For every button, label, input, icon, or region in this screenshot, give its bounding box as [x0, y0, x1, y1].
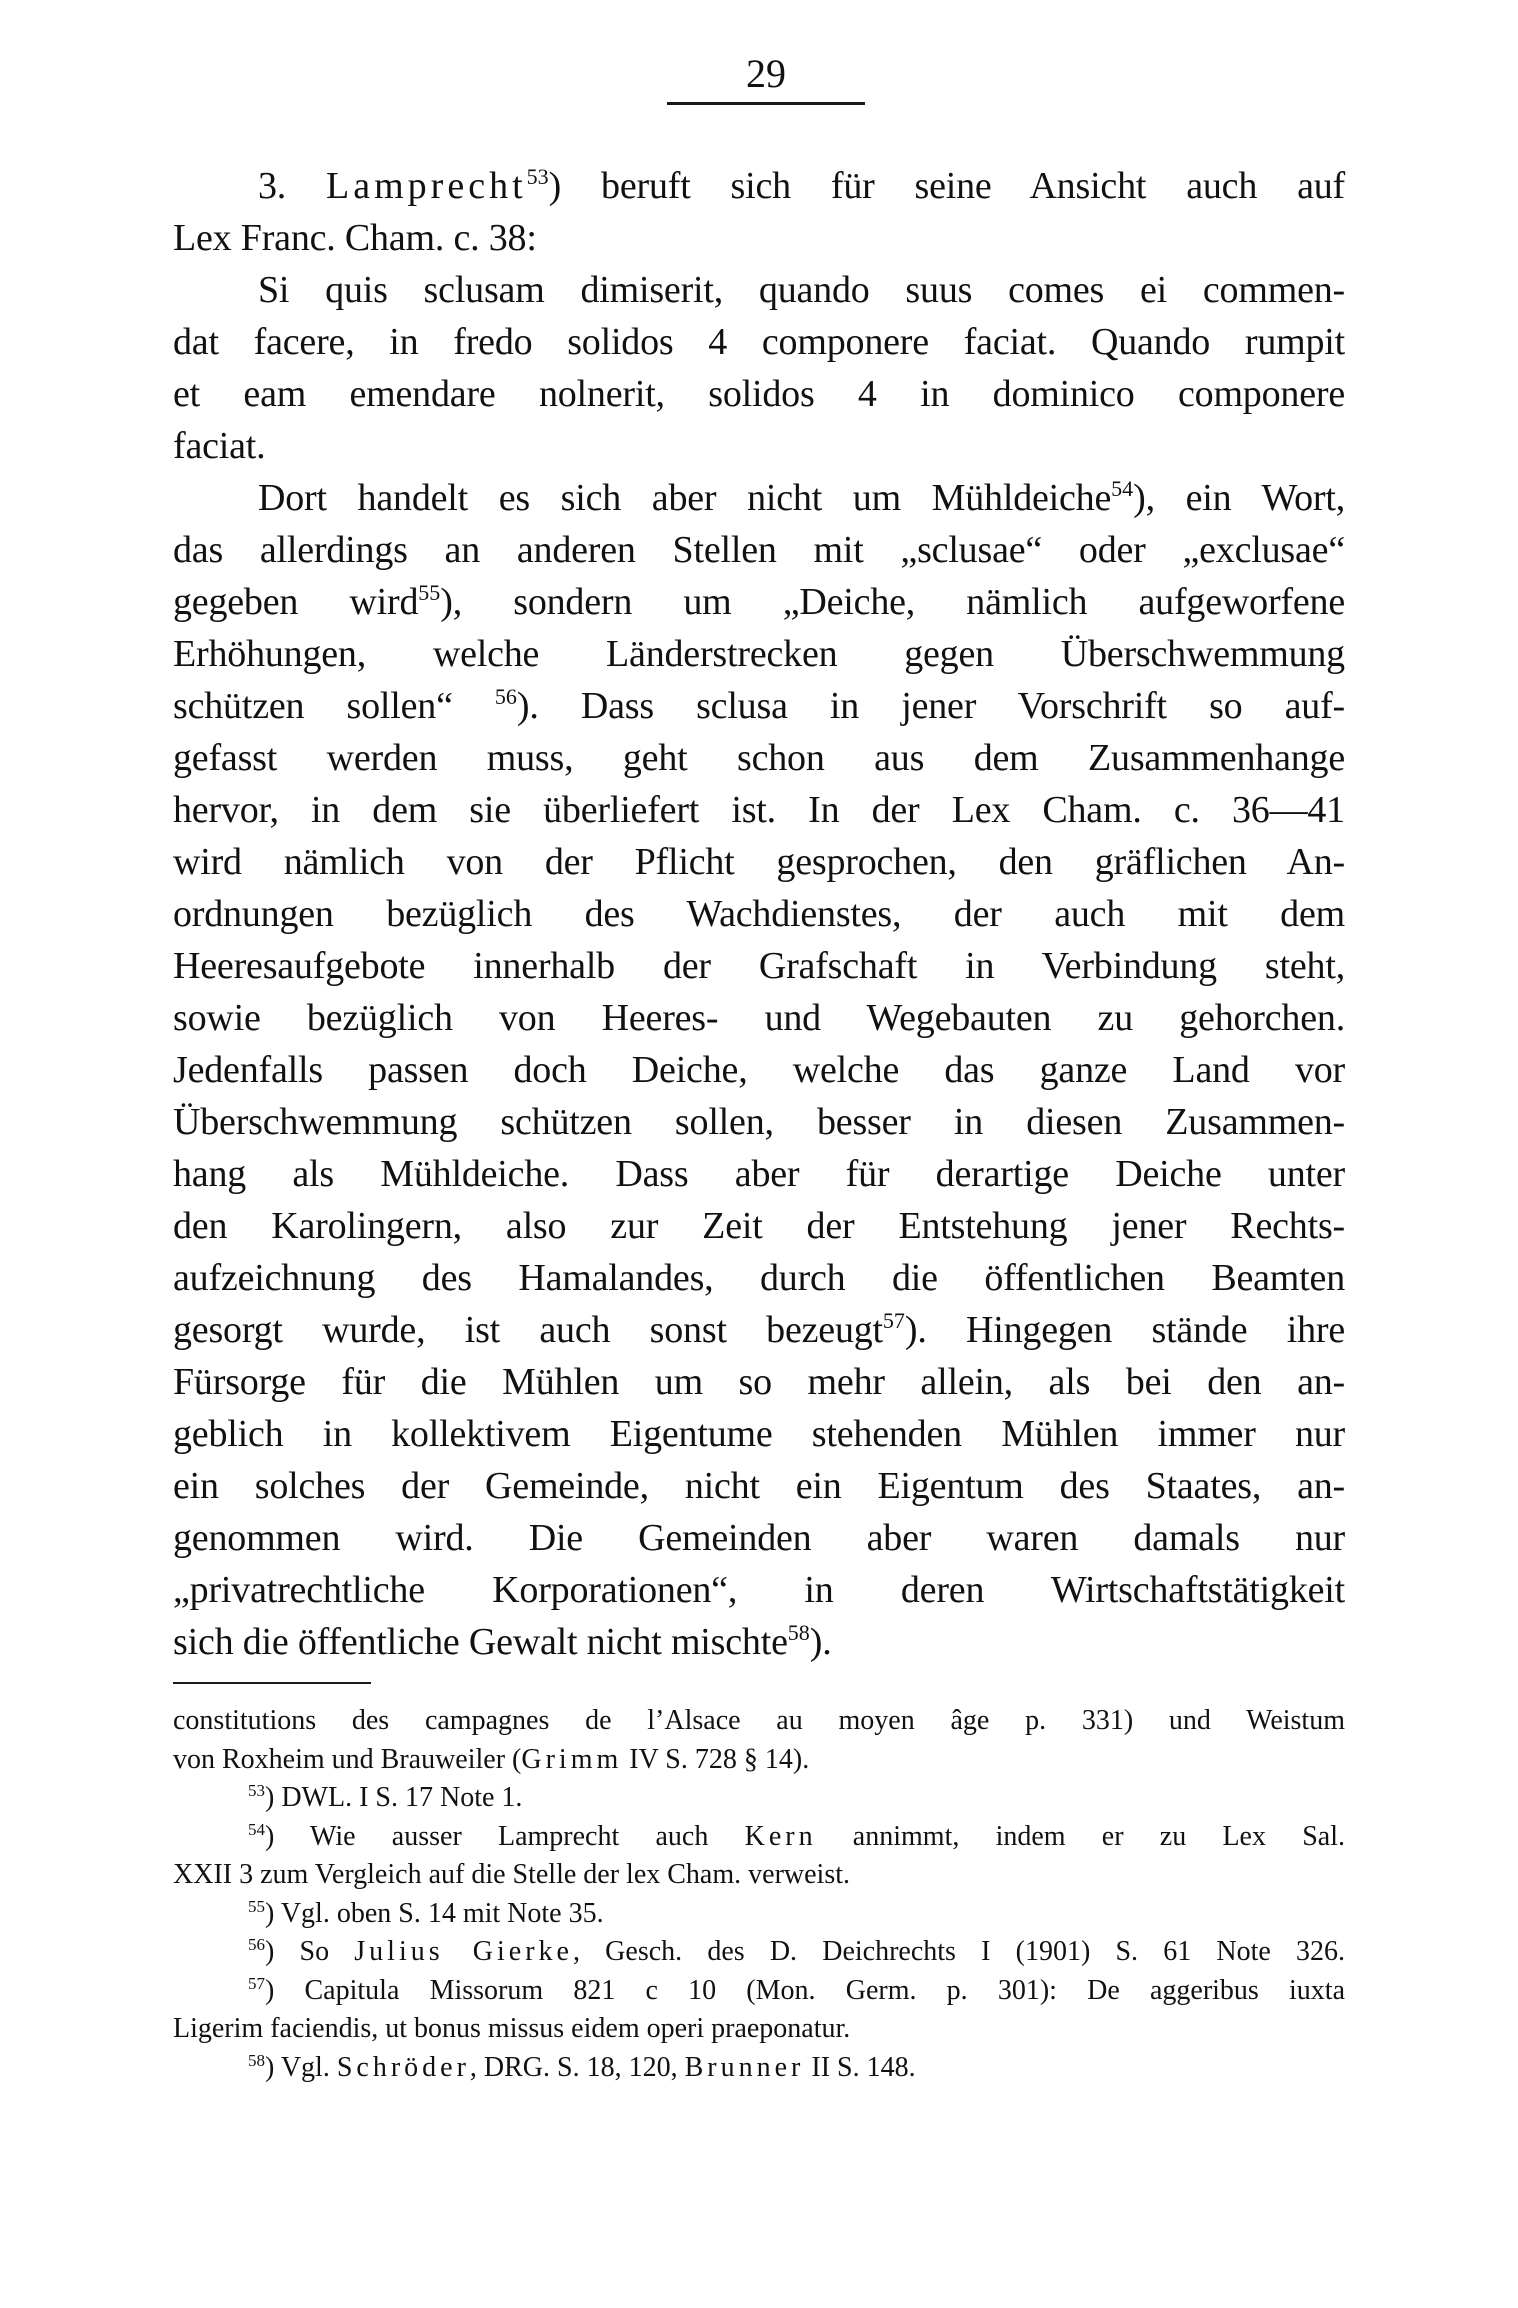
body-line-17: sowie bezüglich von Heeres- und Wegebauten zu gehorchen. [173, 997, 1345, 1039]
footnote-57 [173, 1972, 1345, 2011]
body-line-13: hervor, in dem sie überliefert ist. In der Lex Cham. c. 36—41 [173, 789, 1345, 831]
footnote-58 [173, 2049, 1345, 2088]
line-text: II S. 148. [804, 2051, 916, 2083]
line-text: ). Hingegen stände ihre [904, 1309, 1345, 1351]
body-line-21: den Karolingern, also zur Zeit der Entstehung jener Rechts- [173, 1205, 1345, 1247]
body-line-5: et eam emendare nolnerit, solidos 4 in dominico componere [173, 373, 1345, 415]
author-name-kern: Kern [744, 1820, 817, 1852]
body-line-6: faciat. [173, 425, 266, 467]
author-name-brunner: Brunner [684, 2051, 805, 2083]
footnote-number: 55 [248, 1896, 265, 1916]
body-line-1 [173, 160, 1345, 212]
body-line-20: hang als Mühldeiche. Dass aber für derartige Deiche unter [173, 1153, 1345, 1195]
body-line-24: Fürsorge für die Mühlen um so mehr allein, als bei den an- [173, 1361, 1345, 1403]
body-line-22: aufzeichnung des Hamalandes, durch die öffentlichen Beamten [173, 1257, 1345, 1299]
line-text: ) Capitula Missorum 821 c 10 (Mon. Germ. p. 301): De aggeribus iuxta [265, 1974, 1345, 2006]
line-text: ) Wie ausser Lamprecht auch [265, 1820, 745, 1852]
footnote-ref-55[interactable]: 55 [418, 580, 441, 605]
footnote-ref-53[interactable]: 53 [526, 164, 549, 189]
footnote-number: 53 [248, 1781, 265, 1800]
author-name-schroeder: Schröder [336, 2051, 470, 2083]
footnote-57-continuation: Ligerim faciendis, ut bonus missus eidem operi praeponatur. [173, 2013, 851, 2044]
footnote-number: 54 [248, 1819, 265, 1839]
body-line-28: „privatrechtliche Korporationen“, in deren Wirtschaftstätigkeit [173, 1569, 1345, 1611]
line-text: gegeben wird [173, 581, 419, 623]
line-text: ) So [265, 1936, 355, 1967]
line-text: , Gesch. des D. Deichrechts I (1901) S. 61 Note 326. [572, 1936, 1346, 1967]
body-line-12: gefasst werden muss, geht schon aus dem Zusammenhange [173, 737, 1345, 779]
body-line-4: dat facere, in fredo solidos 4 componere faciat. Quando rumpit [173, 321, 1345, 363]
body-line-16: Heeresaufgebote innerhalb der Grafschaft in Verbindung steht, [173, 945, 1345, 987]
body-text [173, 160, 1345, 1668]
line-text: ) DWL. I S. 17 Note 1. [265, 1782, 523, 1813]
body-line-2: Lex Franc. Cham. c. 38: [173, 217, 537, 259]
body-line-9 [173, 576, 1345, 628]
footnote-number: 57 [248, 1973, 265, 1993]
footnote-ref-56[interactable]: 56 [494, 684, 517, 709]
body-line-10: Erhöhungen, welche Länderstrecken gegen Überschwemmung [173, 633, 1345, 675]
line-text: ) Vgl. oben S. 14 mit Note 35. [265, 1897, 604, 1929]
body-line-29 [173, 1616, 1345, 1668]
body-line-25: geblich in kollektivem Eigentume stehenden Mühlen immer nur [173, 1413, 1345, 1455]
line-text: ) Vgl. [265, 2051, 337, 2083]
footnote-53 [173, 1779, 1345, 1818]
body-line-3: Si quis sclusam dimiserit, quando suus comes ei commen- [258, 269, 1345, 311]
line-text: , DRG. S. 18, 120, [469, 2051, 685, 2083]
body-line-14: wird nämlich von der Pflicht gesprochen, den gräflichen An- [173, 841, 1345, 883]
footnotes [173, 1702, 1345, 2087]
page-number: 29 [746, 51, 786, 96]
author-name-grimm: Grimm [521, 1743, 623, 1775]
line-text: ). Dass sclusa in jener Vorschrift so auf- [516, 685, 1345, 727]
line-text: annimmt, indem er zu Lex Sal. [816, 1820, 1345, 1852]
author-name-gierke: Julius Gierke [354, 1936, 573, 1967]
footnote-number: 58 [248, 2050, 265, 2070]
footnote-ref-54[interactable]: 54 [1111, 476, 1134, 501]
footnote-continuation-line-1: constitutions des campagnes de l’Alsace au moyen âge p. 331) und Weistum [173, 1705, 1345, 1736]
body-line-26: ein solches der Gemeinde, nicht ein Eigentum des Staates, an- [173, 1465, 1345, 1507]
footnote-ref-57[interactable]: 57 [882, 1308, 905, 1333]
line-text: ). [809, 1621, 832, 1663]
line-text: ), sondern um „Deiche, nämlich aufgeworfene [440, 581, 1345, 623]
body-line-11 [173, 680, 1345, 732]
footnote-54-continuation: XXII 3 zum Vergleich auf die Stelle der lex Cham. verweist. [173, 1859, 850, 1890]
body-line-8: das allerdings an anderen Stellen mit „sclusae“ oder „exclusae“ [173, 529, 1345, 571]
footnote-56 [173, 1933, 1345, 1972]
footnote-ref-58[interactable]: 58 [787, 1620, 810, 1645]
body-line-18: Jedenfalls passen doch Deiche, welche das ganze Land vor [173, 1049, 1345, 1091]
line-text: 3. [258, 165, 327, 207]
line-text: gesorgt wurde, ist auch sonst bezeugt [173, 1309, 883, 1351]
line-text: von Roxheim und Brauweiler ( [173, 1743, 522, 1775]
body-line-23 [173, 1304, 1345, 1356]
body-line-19: Überschwemmung schützen sollen, besser in diesen Zusammen- [173, 1101, 1345, 1143]
line-text: ), ein Wort, [1133, 477, 1345, 519]
footnote-number: 56 [248, 1935, 265, 1954]
body-line-27: genommen wird. Die Gemeinden aber waren damals nur [173, 1517, 1345, 1559]
footnote-55 [173, 1895, 1345, 1934]
line-text: schützen sollen“ [173, 685, 495, 727]
line-text: sich die öffentliche Gewalt nicht mischte [173, 1621, 788, 1663]
line-text: Dort handelt es sich aber nicht um Mühldeiche [258, 477, 1112, 519]
footnote-continuation-line-2 [173, 1741, 1345, 1780]
page-number-rule [667, 102, 865, 105]
author-name-lamprecht: Lamprecht [326, 165, 527, 207]
body-line-7 [173, 472, 1345, 524]
line-text: ) beruft sich für seine Ansicht auch auf [548, 165, 1345, 207]
line-text: IV S. 728 § 14). [622, 1743, 810, 1775]
footnote-54 [173, 1818, 1345, 1857]
body-line-15: ordnungen bezüglich des Wachdienstes, der auch mit dem [173, 893, 1345, 935]
footnote-separator [173, 1682, 371, 1684]
